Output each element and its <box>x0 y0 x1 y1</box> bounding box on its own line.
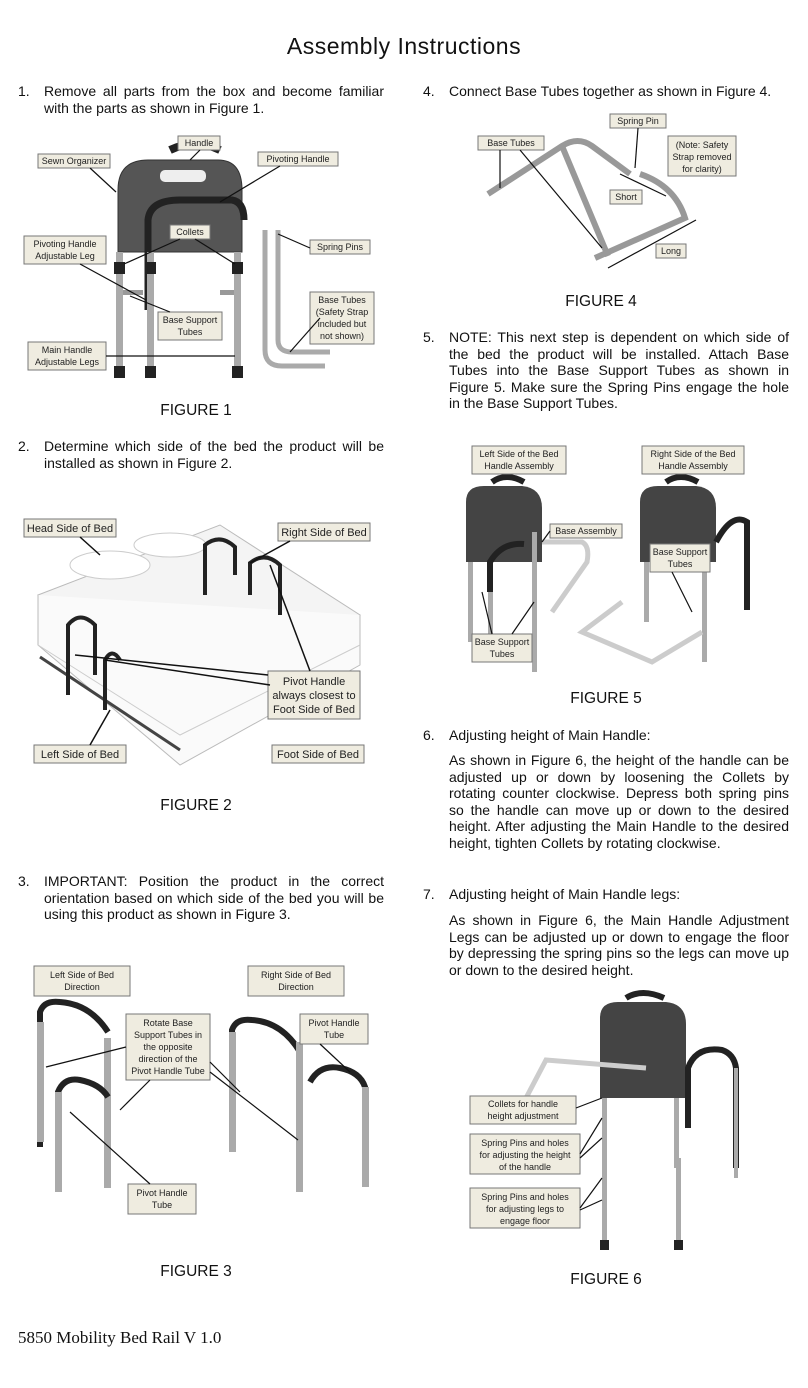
label-note-1: (Note: Safety <box>675 140 729 150</box>
label-pivoting-handle: Pivoting Handle <box>266 154 330 164</box>
label-left-side: Left Side of Bed <box>40 749 120 761</box>
label-spring-handle-1: Spring Pins and holes <box>481 1138 569 1148</box>
label-pivot-tube-left-2: Tube <box>151 1200 173 1210</box>
label-left-direction-2: Direction <box>64 982 100 992</box>
label-rotate-3: the opposite <box>143 1042 193 1052</box>
label-base-tubes-3: included but <box>317 319 367 329</box>
step-1 <box>18 83 384 116</box>
step-5 <box>423 329 789 412</box>
label-base-assembly: Base Assembly <box>555 526 617 536</box>
step-text: IMPORTANT: Position the product in the correct orientation based on which side of the bed you will be using this product as shown in Figure 3. <box>44 873 384 922</box>
label-pivot-1: Pivot Handle <box>282 676 346 688</box>
step-text: Connect Base Tubes together as shown in Figure 4. <box>449 83 772 99</box>
label-right-direction-1: Right Side of Bed <box>260 970 332 980</box>
label-collets: Collets <box>176 227 204 237</box>
label-main-handle-2: Adjustable Legs <box>34 357 100 367</box>
label-spring-legs-3: engage floor <box>499 1216 551 1226</box>
page-title: Assembly Instructions <box>286 33 522 59</box>
label-spring-legs-1: Spring Pins and holes <box>481 1192 569 1202</box>
step-number: 3. <box>18 873 30 889</box>
label-spring-handle-2: for adjusting the height <box>479 1150 571 1160</box>
step-number: 1. <box>18 83 30 99</box>
figure-6-caption: FIGURE 6 <box>570 1271 642 1288</box>
label-base-tubes-1: Base Tubes <box>318 295 366 305</box>
label-spring-pin: Spring Pin <box>617 116 659 126</box>
figure-1-image <box>20 130 380 390</box>
label-left-side-1: Left Side of the Bed <box>479 449 559 459</box>
label-base-tubes: Base Tubes <box>487 138 535 148</box>
figure-2-image <box>20 515 380 770</box>
label-base-tubes-2: (Safety Strap <box>315 307 369 317</box>
step-number: 4. <box>423 83 435 99</box>
label-note-3: for clarity) <box>682 164 722 174</box>
label-right-side-1: Right Side of the Bed <box>650 449 736 459</box>
label-pivot-tube-left-1: Pivot Handle <box>136 1188 188 1198</box>
label-main-handle-1: Main Handle <box>41 345 93 355</box>
figure-5-caption: FIGURE 5 <box>570 690 642 707</box>
footer-text: 5850 Mobility Bed Rail V 1.0 <box>18 1328 222 1347</box>
label-base-support-left-2: Tubes <box>489 649 515 659</box>
figure-3-caption: FIGURE 3 <box>160 1263 232 1280</box>
step-number: 6. <box>423 727 435 743</box>
figure-5-image <box>462 442 762 682</box>
step-heading: Adjusting height of Main Handle: <box>449 727 651 743</box>
label-rotate-2: Support Tubes in <box>133 1030 203 1040</box>
step-text: NOTE: This next step is dependent on which side of the bed the product will be installed. Attach Base Tubes into the Base Support Tubes as shown in Figure 5. Make sure the Spring Pins engage the hole in the Base Support Tubes. <box>449 329 789 411</box>
figure-6-image <box>466 988 766 1258</box>
label-spring-pins: Spring Pins <box>316 242 364 252</box>
label-pivoting-leg-1: Pivoting Handle <box>33 239 97 249</box>
label-left-side-2: Handle Assembly <box>484 461 554 471</box>
figure-4-image <box>470 108 740 278</box>
label-base-support-2: Tubes <box>177 327 203 337</box>
label-sewn-organizer: Sewn Organizer <box>41 156 107 166</box>
label-spring-handle-3: of the handle <box>498 1162 552 1172</box>
label-note-2: Strap removed <box>672 152 732 162</box>
label-pivoting-leg-2: Adjustable Leg <box>35 251 95 261</box>
label-collets-2: height adjustment <box>487 1111 559 1121</box>
figure-2-caption: FIGURE 2 <box>160 797 232 814</box>
label-base-tubes-4: not shown) <box>319 331 365 341</box>
label-rotate-4: direction of the <box>138 1054 198 1064</box>
label-pivot-tube-right-2: Tube <box>323 1030 345 1040</box>
label-foot-side: Foot Side of Bed <box>277 749 359 761</box>
step-number: 5. <box>423 329 435 345</box>
label-collets-1: Collets for handle <box>487 1099 559 1109</box>
label-right-side-2: Handle Assembly <box>658 461 728 471</box>
label-pivot-3: Foot Side of Bed <box>273 704 355 716</box>
step-text: Remove all parts from the box and become familiar with the parts as shown in Figure 1. <box>44 83 384 116</box>
step-7 <box>423 886 789 903</box>
step-4 <box>423 83 789 100</box>
step-2 <box>18 438 384 471</box>
figure-4-caption: FIGURE 4 <box>565 293 637 310</box>
step-number: 7. <box>423 886 435 902</box>
label-spring-legs-2: for adjusting legs to <box>485 1204 565 1214</box>
figure-1-caption: FIGURE 1 <box>160 402 232 419</box>
label-handle: Handle <box>184 138 214 148</box>
label-rotate-1: Rotate Base <box>143 1018 193 1028</box>
label-short: Short <box>615 192 637 202</box>
label-pivot-tube-right-1: Pivot Handle <box>308 1018 360 1028</box>
label-base-support-right-2: Tubes <box>667 559 693 569</box>
label-base-support-left-1: Base Support <box>474 637 530 647</box>
label-base-support-1: Base Support <box>162 315 218 325</box>
figure-3-image <box>20 962 380 1224</box>
label-long: Long <box>660 246 682 256</box>
label-right-side: Right Side of Bed <box>281 527 367 539</box>
step-number: 2. <box>18 438 30 454</box>
step-3 <box>18 873 384 923</box>
step-6-text: As shown in Figure 6, the height of the handle can be adjusted up or down by loosening the Collets by rotating counter clockwise. Depress both spring pins so the handle can move up or down to the desired height. After adjusting the Main Handle to the desired height, tighten Collets by rotating clockwise. <box>449 752 789 851</box>
step-heading: Adjusting height of Main Handle legs: <box>449 886 681 902</box>
label-pivot-2: always closest to <box>272 690 356 702</box>
step-6 <box>423 727 789 744</box>
label-rotate-5: Pivot Handle Tube <box>131 1066 205 1076</box>
label-base-support-right-1: Base Support <box>652 547 708 557</box>
label-left-direction-1: Left Side of Bed <box>49 970 115 980</box>
step-7-text: As shown in Figure 6, the Main Handle Adjustment Legs can be adjusted up or down to engage the floor by depressing the spring pins so the legs can move up or down to the desired height. <box>449 912 789 978</box>
label-head-side: Head Side of Bed <box>26 523 114 535</box>
step-text: Determine which side of the bed the product will be installed as shown in Figure 2. <box>44 438 384 471</box>
label-right-direction-2: Direction <box>278 982 314 992</box>
